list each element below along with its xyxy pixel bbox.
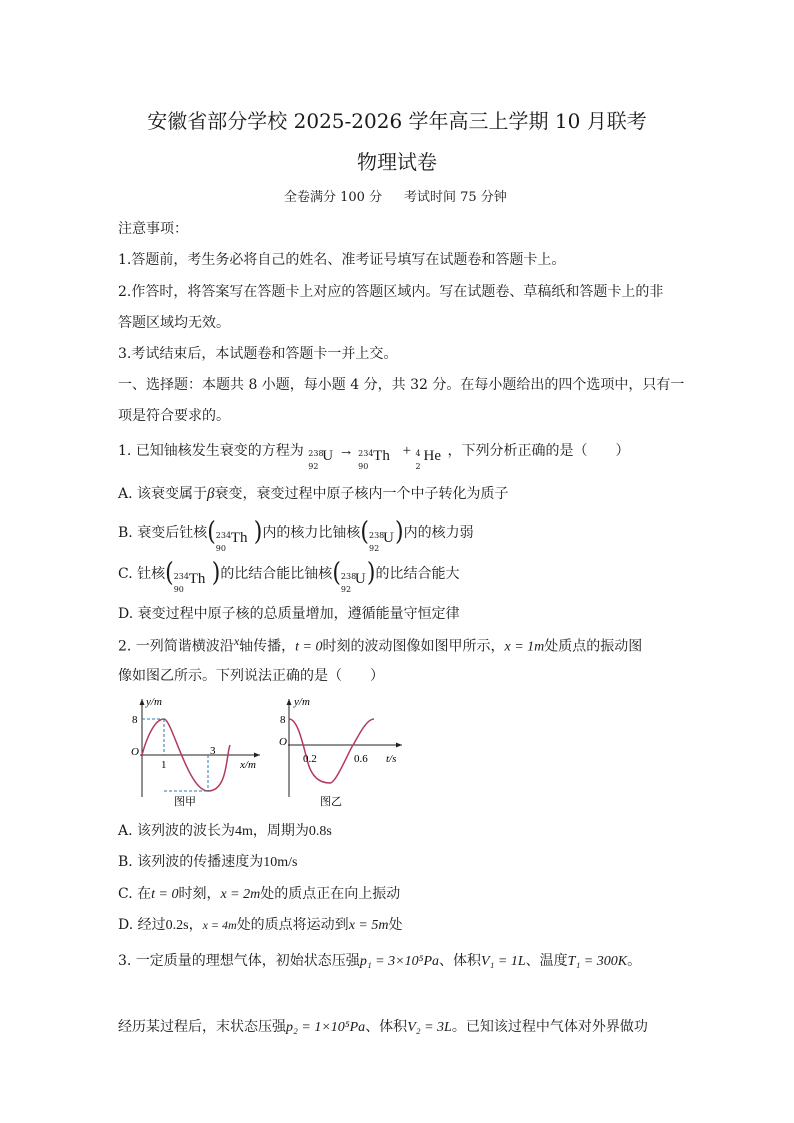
section-1-line-2: 项是符合要求的。 bbox=[118, 408, 230, 424]
wavelength-value: 4m bbox=[235, 824, 253, 839]
plus-sign: + bbox=[402, 443, 412, 459]
option-d-position-1: x = 4m bbox=[202, 918, 237, 932]
nuclide-he4: 4 2 He bbox=[415, 448, 442, 471]
option-b-text-1: 衰变后钍核 bbox=[137, 525, 208, 541]
q2-option-d[interactable] bbox=[118, 914, 402, 934]
question-2-stem-line-2: 像如图乙所示。下列说法正确的是（ ） bbox=[118, 668, 384, 684]
option-a-mid: ，周期为 bbox=[252, 823, 309, 839]
option-c-post: 处的质点正在向上振动 bbox=[260, 886, 401, 902]
arrow-icon: → bbox=[338, 443, 354, 459]
q3-t1: T₁ = 300K bbox=[567, 954, 628, 969]
fig2-caption: 图乙 bbox=[320, 796, 342, 808]
fig1-xlabel: x/m bbox=[240, 759, 256, 771]
meta-score: 全卷满分 100 分 bbox=[284, 190, 383, 205]
q2-text-d: 处质点的振动图 bbox=[544, 638, 643, 655]
option-d-pre: 经过 bbox=[137, 917, 166, 933]
vibration-curve bbox=[289, 719, 374, 783]
option-c-mid: 时刻， bbox=[178, 886, 221, 902]
period-value: 0.8s bbox=[308, 824, 332, 839]
fig1-origin: O bbox=[131, 746, 139, 758]
question-3-number: 3. bbox=[118, 953, 132, 969]
q1-option-a[interactable] bbox=[118, 483, 509, 503]
notes-item-1: 1.答题前，考生务必将自己的姓名、准考证号填写在试题卷和答题卡上。 bbox=[118, 252, 566, 268]
q1-option-b[interactable]: B. 衰变后钍核( 234 90 Th )内的核力比铀核( 238 92 U )内的核力弱 bbox=[118, 517, 474, 553]
option-d-label: D. bbox=[118, 917, 134, 933]
q1-option-c[interactable]: C. 钍核( 234 90 Th )的比结合能比铀核( 238 92 U )的比结合能大 bbox=[118, 558, 460, 594]
q3-v2: V₂ = 3L bbox=[407, 1020, 452, 1035]
nuclide-u238: 238 92 U bbox=[308, 448, 334, 471]
q2-option-a[interactable] bbox=[118, 820, 332, 840]
q1-option-d[interactable] bbox=[118, 603, 460, 623]
question-2-number: 2. bbox=[118, 638, 132, 655]
fig1-caption: 图甲 bbox=[174, 796, 196, 808]
option-c-time: t = 0 bbox=[151, 887, 179, 902]
option-b-text-3: 内的核力弱 bbox=[403, 525, 474, 541]
notes-item-3: 3.考试结束后，本试题卷和答题卡一并上交。 bbox=[118, 346, 398, 362]
q3-p2: p₂ = 1×10⁵Pa bbox=[286, 1020, 366, 1035]
option-d-mid: 处的质点将运动到 bbox=[236, 917, 349, 933]
option-b-text-2: 内的核力比铀核 bbox=[262, 525, 361, 541]
fig2-xtick-2: 0.6 bbox=[354, 753, 368, 765]
question-2-stem-line-1 bbox=[118, 634, 642, 656]
q3-p1: p₁ = 3×10⁵Pa bbox=[359, 954, 439, 969]
q3-v1: V₁ = 1L bbox=[481, 954, 526, 969]
option-c-text-3: 的比结合能大 bbox=[375, 566, 460, 582]
fig1-ytick: 8 bbox=[132, 714, 138, 726]
fig1-ylabel: y/m bbox=[146, 696, 162, 708]
question-3-line-2 bbox=[118, 1016, 648, 1036]
q2-option-b[interactable] bbox=[118, 851, 297, 871]
option-d-time: 0.2s bbox=[165, 918, 189, 933]
option-c-text-1: 钍核 bbox=[137, 566, 166, 582]
notes-item-2-line-1: 2.作答时，将答案写在答题卡上对应的答题区域内。写在试题卷、草稿纸和答题卡上的非 bbox=[118, 284, 664, 300]
option-b-text: 该列波的传播速度为 bbox=[137, 854, 264, 870]
option-c-text-2: 的比结合能比铀核 bbox=[220, 566, 333, 582]
q2-text-a: 一列简谐横波沿 bbox=[135, 638, 234, 655]
option-d-position-2: x = 5m bbox=[348, 918, 389, 933]
beta-symbol: β bbox=[207, 486, 215, 502]
question-1-stem-pre: 已知铀核发生衰变的方程为 bbox=[135, 443, 304, 459]
q2-x1: x = 1m bbox=[504, 639, 545, 655]
option-d-label: D. bbox=[118, 606, 134, 622]
option-d-post: 处 bbox=[388, 917, 403, 933]
fig2-ylabel: y/m bbox=[294, 696, 310, 708]
q3-text-g: 。已知该过程中气体对外界做功 bbox=[451, 1019, 648, 1035]
fig2-xlabel: t/s bbox=[386, 753, 397, 765]
question-1-number: 1. bbox=[118, 443, 132, 459]
nuclide-th234: 234 90 Th bbox=[215, 530, 248, 553]
option-a-text-pre: 该衰变属于 bbox=[137, 486, 208, 502]
option-d-sep: ， bbox=[188, 917, 203, 933]
q2-option-c[interactable] bbox=[118, 883, 400, 903]
q3-text-d: 。 bbox=[627, 953, 642, 969]
speed-value: 10m/s bbox=[263, 855, 298, 870]
question-1-stem bbox=[118, 436, 630, 471]
fig2-ytick: 8 bbox=[280, 714, 286, 726]
option-d-text: 衰变过程中原子核的总质量增加，遵循能量守恒定律 bbox=[137, 606, 460, 622]
fig1-xtick-1: 1 bbox=[161, 759, 167, 771]
option-b-label: B. bbox=[118, 525, 133, 541]
option-c-position: x = 2m bbox=[220, 887, 261, 902]
nuclide-th234: 234 90 Th bbox=[173, 571, 206, 594]
figure-vibration-graph bbox=[278, 693, 410, 808]
q2-text-c: 时刻的波动图像如图甲所示， bbox=[322, 638, 505, 655]
q2-x-axis-symbol: x bbox=[233, 634, 240, 648]
fig1-xtick-2: 3 bbox=[210, 745, 216, 757]
question-3-line-1 bbox=[118, 950, 641, 970]
q3-text-c: 、温度 bbox=[525, 953, 568, 969]
meta-time: 考试时间 75 分钟 bbox=[404, 190, 507, 205]
notes-item-2-line-2: 答题区域均无效。 bbox=[118, 315, 230, 331]
option-a-text-post: 衰变，衰变过程中原子核内一个中子转化为质子 bbox=[214, 486, 509, 502]
q3-text-e: 经历某过程后，末状态压强 bbox=[118, 1019, 286, 1035]
q3-text-b: 、体积 bbox=[439, 953, 481, 969]
option-a-label: A. bbox=[118, 823, 133, 839]
option-c-label: C. bbox=[118, 886, 133, 902]
option-a-label: A. bbox=[118, 486, 133, 502]
option-c-label: C. bbox=[118, 566, 133, 582]
q2-t0: t = 0 bbox=[295, 639, 323, 655]
question-1-stem-post: ，下列分析正确的是（ ） bbox=[447, 443, 630, 459]
notes-heading: 注意事项： bbox=[118, 221, 188, 237]
option-c-pre: 在 bbox=[137, 886, 152, 902]
q3-text-a: 一定质量的理想气体，初始状态压强 bbox=[135, 953, 360, 969]
nuclide-u238: 238 92 U bbox=[340, 571, 366, 594]
nuclide-u238: 238 92 U bbox=[368, 530, 394, 553]
fig2-origin: O bbox=[279, 736, 287, 748]
exam-subtitle: 物理试卷 bbox=[357, 150, 437, 174]
q2-text-b: 轴传播， bbox=[239, 638, 296, 655]
q3-text-f: 、体积 bbox=[365, 1019, 408, 1035]
fig2-xtick-1: 0.2 bbox=[303, 753, 317, 765]
nuclide-th234: 234 90 Th bbox=[358, 448, 390, 471]
option-b-label: B. bbox=[118, 854, 133, 870]
option-a-text: 该列波的波长为 bbox=[137, 823, 236, 839]
section-1-line-1: 一、选择题：本题共 8 小题，每小题 4 分，共 32 分。在每小题给出的四个选项中，只有一 bbox=[118, 377, 685, 393]
figure-wave-graph bbox=[128, 693, 268, 808]
exam-title: 安徽省部分学校 2025-2026 学年高三上学期 10 月联考 bbox=[147, 109, 647, 133]
